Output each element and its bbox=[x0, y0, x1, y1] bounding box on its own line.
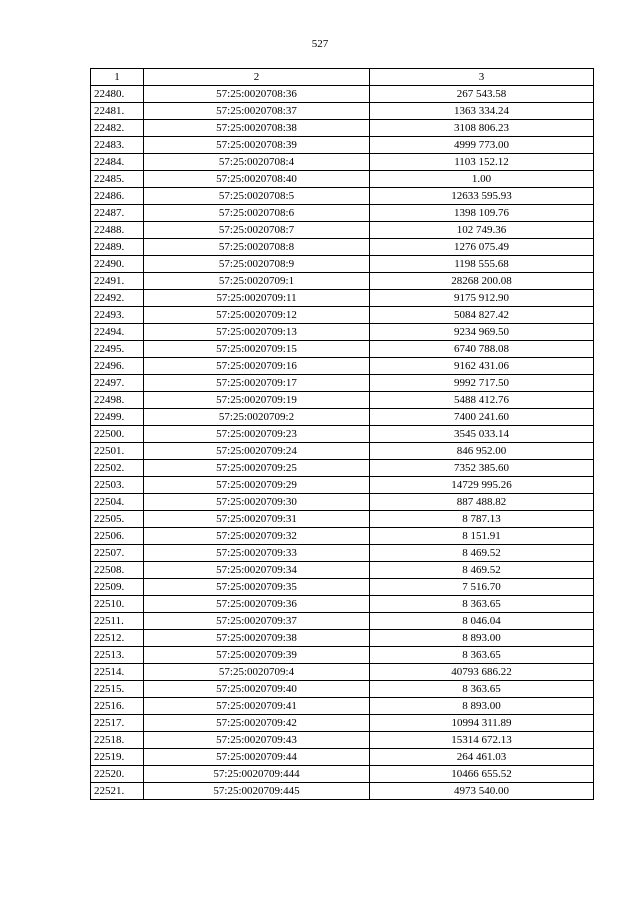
row-number-cell: 22509. bbox=[91, 579, 144, 596]
cadastral-id-cell: 57:25:0020709:37 bbox=[144, 613, 370, 630]
table-body bbox=[91, 86, 594, 800]
value-cell: 1103 152.12 bbox=[370, 154, 594, 171]
value-cell: 267 543.58 bbox=[370, 86, 594, 103]
row-number-cell: 22500. bbox=[91, 426, 144, 443]
cadastral-id-cell: 57:25:0020709:16 bbox=[144, 358, 370, 375]
table-row bbox=[91, 86, 594, 103]
cadastral-value-table bbox=[90, 68, 594, 800]
table-row bbox=[91, 290, 594, 307]
value-cell: 10994 311.89 bbox=[370, 715, 594, 732]
table-row bbox=[91, 188, 594, 205]
value-cell: 4973 540.00 bbox=[370, 783, 594, 800]
cadastral-id-cell: 57:25:0020708:8 bbox=[144, 239, 370, 256]
cadastral-id-cell: 57:25:0020708:7 bbox=[144, 222, 370, 239]
row-number-cell: 22512. bbox=[91, 630, 144, 647]
row-number-cell: 22507. bbox=[91, 545, 144, 562]
cadastral-id-cell: 57:25:0020709:23 bbox=[144, 426, 370, 443]
value-cell: 9992 717.50 bbox=[370, 375, 594, 392]
cadastral-id-cell: 57:25:0020709:444 bbox=[144, 766, 370, 783]
table-row bbox=[91, 222, 594, 239]
value-cell: 14729 995.26 bbox=[370, 477, 594, 494]
table-row bbox=[91, 409, 594, 426]
value-cell: 264 461.03 bbox=[370, 749, 594, 766]
value-cell: 6740 788.08 bbox=[370, 341, 594, 358]
table-row bbox=[91, 154, 594, 171]
row-number-cell: 22503. bbox=[91, 477, 144, 494]
cadastral-id-cell: 57:25:0020709:13 bbox=[144, 324, 370, 341]
cadastral-id-cell: 57:25:0020708:6 bbox=[144, 205, 370, 222]
table-row bbox=[91, 171, 594, 188]
table-row bbox=[91, 681, 594, 698]
value-cell: 8 151.91 bbox=[370, 528, 594, 545]
cadastral-id-cell: 57:25:0020708:36 bbox=[144, 86, 370, 103]
row-number-cell: 22488. bbox=[91, 222, 144, 239]
row-number-cell: 22501. bbox=[91, 443, 144, 460]
table-row bbox=[91, 494, 594, 511]
row-number-cell: 22493. bbox=[91, 307, 144, 324]
table-row bbox=[91, 630, 594, 647]
cadastral-id-cell: 57:25:0020708:4 bbox=[144, 154, 370, 171]
value-cell: 8 363.65 bbox=[370, 596, 594, 613]
value-cell: 8 787.13 bbox=[370, 511, 594, 528]
cadastral-id-cell: 57:25:0020709:41 bbox=[144, 698, 370, 715]
table-row bbox=[91, 477, 594, 494]
row-number-cell: 22510. bbox=[91, 596, 144, 613]
row-number-cell: 22508. bbox=[91, 562, 144, 579]
cadastral-id-cell: 57:25:0020709:1 bbox=[144, 273, 370, 290]
row-number-cell: 22487. bbox=[91, 205, 144, 222]
cadastral-id-cell: 57:25:0020708:9 bbox=[144, 256, 370, 273]
column-header-value: 3 bbox=[370, 69, 594, 86]
cadastral-id-cell: 57:25:0020709:38 bbox=[144, 630, 370, 647]
cadastral-id-cell: 57:25:0020709:12 bbox=[144, 307, 370, 324]
cadastral-id-cell: 57:25:0020709:445 bbox=[144, 783, 370, 800]
value-cell: 9234 969.50 bbox=[370, 324, 594, 341]
cadastral-id-cell: 57:25:0020709:2 bbox=[144, 409, 370, 426]
row-number-cell: 22504. bbox=[91, 494, 144, 511]
row-number-cell: 22511. bbox=[91, 613, 144, 630]
row-number-cell: 22492. bbox=[91, 290, 144, 307]
row-number-cell: 22494. bbox=[91, 324, 144, 341]
value-cell: 1198 555.68 bbox=[370, 256, 594, 273]
value-cell: 1398 109.76 bbox=[370, 205, 594, 222]
cadastral-id-cell: 57:25:0020709:19 bbox=[144, 392, 370, 409]
row-number-cell: 22517. bbox=[91, 715, 144, 732]
value-cell: 7 516.70 bbox=[370, 579, 594, 596]
table-row bbox=[91, 545, 594, 562]
row-number-cell: 22497. bbox=[91, 375, 144, 392]
cadastral-id-cell: 57:25:0020709:35 bbox=[144, 579, 370, 596]
page-number: 527 bbox=[311, 38, 329, 50]
value-cell: 8 363.65 bbox=[370, 647, 594, 664]
cadastral-id-cell: 57:25:0020709:32 bbox=[144, 528, 370, 545]
value-cell: 5488 412.76 bbox=[370, 392, 594, 409]
table-row bbox=[91, 205, 594, 222]
row-number-cell: 22521. bbox=[91, 783, 144, 800]
cadastral-id-cell: 57:25:0020709:36 bbox=[144, 596, 370, 613]
row-number-cell: 22485. bbox=[91, 171, 144, 188]
table-row bbox=[91, 647, 594, 664]
table-row bbox=[91, 528, 594, 545]
value-cell: 5084 827.42 bbox=[370, 307, 594, 324]
cadastral-id-cell: 57:25:0020709:17 bbox=[144, 375, 370, 392]
row-number-cell: 22495. bbox=[91, 341, 144, 358]
row-number-cell: 22498. bbox=[91, 392, 144, 409]
value-cell: 15314 672.13 bbox=[370, 732, 594, 749]
cadastral-id-cell: 57:25:0020709:25 bbox=[144, 460, 370, 477]
cadastral-id-cell: 57:25:0020708:40 bbox=[144, 171, 370, 188]
row-number-cell: 22520. bbox=[91, 766, 144, 783]
table-header-row bbox=[91, 69, 594, 86]
value-cell: 4999 773.00 bbox=[370, 137, 594, 154]
value-cell: 9175 912.90 bbox=[370, 290, 594, 307]
table-row bbox=[91, 579, 594, 596]
row-number-cell: 22480. bbox=[91, 86, 144, 103]
table-row bbox=[91, 103, 594, 120]
row-number-cell: 22482. bbox=[91, 120, 144, 137]
row-number-cell: 22516. bbox=[91, 698, 144, 715]
table-row bbox=[91, 273, 594, 290]
row-number-cell: 22505. bbox=[91, 511, 144, 528]
row-number-cell: 22499. bbox=[91, 409, 144, 426]
cadastral-id-cell: 57:25:0020709:30 bbox=[144, 494, 370, 511]
cadastral-id-cell: 57:25:0020709:39 bbox=[144, 647, 370, 664]
value-cell: 8 893.00 bbox=[370, 698, 594, 715]
cadastral-id-cell: 57:25:0020709:29 bbox=[144, 477, 370, 494]
row-number-cell: 22483. bbox=[91, 137, 144, 154]
cadastral-id-cell: 57:25:0020708:38 bbox=[144, 120, 370, 137]
cadastral-id-cell: 57:25:0020709:31 bbox=[144, 511, 370, 528]
table-row bbox=[91, 766, 594, 783]
cadastral-id-cell: 57:25:0020709:42 bbox=[144, 715, 370, 732]
row-number-cell: 22496. bbox=[91, 358, 144, 375]
row-number-cell: 22489. bbox=[91, 239, 144, 256]
row-number-cell: 22490. bbox=[91, 256, 144, 273]
cadastral-id-cell: 57:25:0020709:43 bbox=[144, 732, 370, 749]
table-row bbox=[91, 137, 594, 154]
row-number-cell: 22515. bbox=[91, 681, 144, 698]
table-row bbox=[91, 460, 594, 477]
table-row bbox=[91, 426, 594, 443]
table-row bbox=[91, 307, 594, 324]
row-number-cell: 22491. bbox=[91, 273, 144, 290]
cadastral-id-cell: 57:25:0020709:4 bbox=[144, 664, 370, 681]
table-row bbox=[91, 511, 594, 528]
value-cell: 1.00 bbox=[370, 171, 594, 188]
table-row bbox=[91, 256, 594, 273]
table-row bbox=[91, 375, 594, 392]
value-cell: 8 363.65 bbox=[370, 681, 594, 698]
cadastral-id-cell: 57:25:0020709:34 bbox=[144, 562, 370, 579]
cadastral-id-cell: 57:25:0020709:40 bbox=[144, 681, 370, 698]
row-number-cell: 22486. bbox=[91, 188, 144, 205]
table-row bbox=[91, 664, 594, 681]
value-cell: 9162 431.06 bbox=[370, 358, 594, 375]
row-number-cell: 22519. bbox=[91, 749, 144, 766]
value-cell: 1363 334.24 bbox=[370, 103, 594, 120]
table-row bbox=[91, 562, 594, 579]
table-row bbox=[91, 239, 594, 256]
row-number-cell: 22514. bbox=[91, 664, 144, 681]
value-cell: 1276 075.49 bbox=[370, 239, 594, 256]
table-row bbox=[91, 392, 594, 409]
cadastral-id-cell: 57:25:0020709:44 bbox=[144, 749, 370, 766]
row-number-cell: 22484. bbox=[91, 154, 144, 171]
value-cell: 887 488.82 bbox=[370, 494, 594, 511]
row-number-cell: 22502. bbox=[91, 460, 144, 477]
cadastral-id-cell: 57:25:0020709:15 bbox=[144, 341, 370, 358]
cadastral-id-cell: 57:25:0020708:5 bbox=[144, 188, 370, 205]
value-cell: 3108 806.23 bbox=[370, 120, 594, 137]
table-row bbox=[91, 715, 594, 732]
value-cell: 7352 385.60 bbox=[370, 460, 594, 477]
table-row bbox=[91, 783, 594, 800]
table-row bbox=[91, 613, 594, 630]
value-cell: 8 469.52 bbox=[370, 562, 594, 579]
value-cell: 10466 655.52 bbox=[370, 766, 594, 783]
value-cell: 8 893.00 bbox=[370, 630, 594, 647]
row-number-cell: 22513. bbox=[91, 647, 144, 664]
value-cell: 8 046.04 bbox=[370, 613, 594, 630]
cadastral-id-cell: 57:25:0020709:24 bbox=[144, 443, 370, 460]
cadastral-id-cell: 57:25:0020708:39 bbox=[144, 137, 370, 154]
column-header-cadastral-id: 2 bbox=[144, 69, 370, 86]
cadastral-id-cell: 57:25:0020708:37 bbox=[144, 103, 370, 120]
value-cell: 7400 241.60 bbox=[370, 409, 594, 426]
row-number-cell: 22506. bbox=[91, 528, 144, 545]
row-number-cell: 22481. bbox=[91, 103, 144, 120]
value-cell: 846 952.00 bbox=[370, 443, 594, 460]
row-number-cell: 22518. bbox=[91, 732, 144, 749]
value-cell: 102 749.36 bbox=[370, 222, 594, 239]
table-row bbox=[91, 596, 594, 613]
table-row bbox=[91, 341, 594, 358]
table-row bbox=[91, 324, 594, 341]
table-row bbox=[91, 358, 594, 375]
table-row bbox=[91, 732, 594, 749]
value-cell: 3545 033.14 bbox=[370, 426, 594, 443]
value-cell: 28268 200.08 bbox=[370, 273, 594, 290]
value-cell: 40793 686.22 bbox=[370, 664, 594, 681]
table-row bbox=[91, 120, 594, 137]
cadastral-id-cell: 57:25:0020709:11 bbox=[144, 290, 370, 307]
table-row bbox=[91, 749, 594, 766]
column-header-number: 1 bbox=[91, 69, 144, 86]
table-row bbox=[91, 698, 594, 715]
value-cell: 12633 595.93 bbox=[370, 188, 594, 205]
value-cell: 8 469.52 bbox=[370, 545, 594, 562]
table-row bbox=[91, 443, 594, 460]
cadastral-id-cell: 57:25:0020709:33 bbox=[144, 545, 370, 562]
